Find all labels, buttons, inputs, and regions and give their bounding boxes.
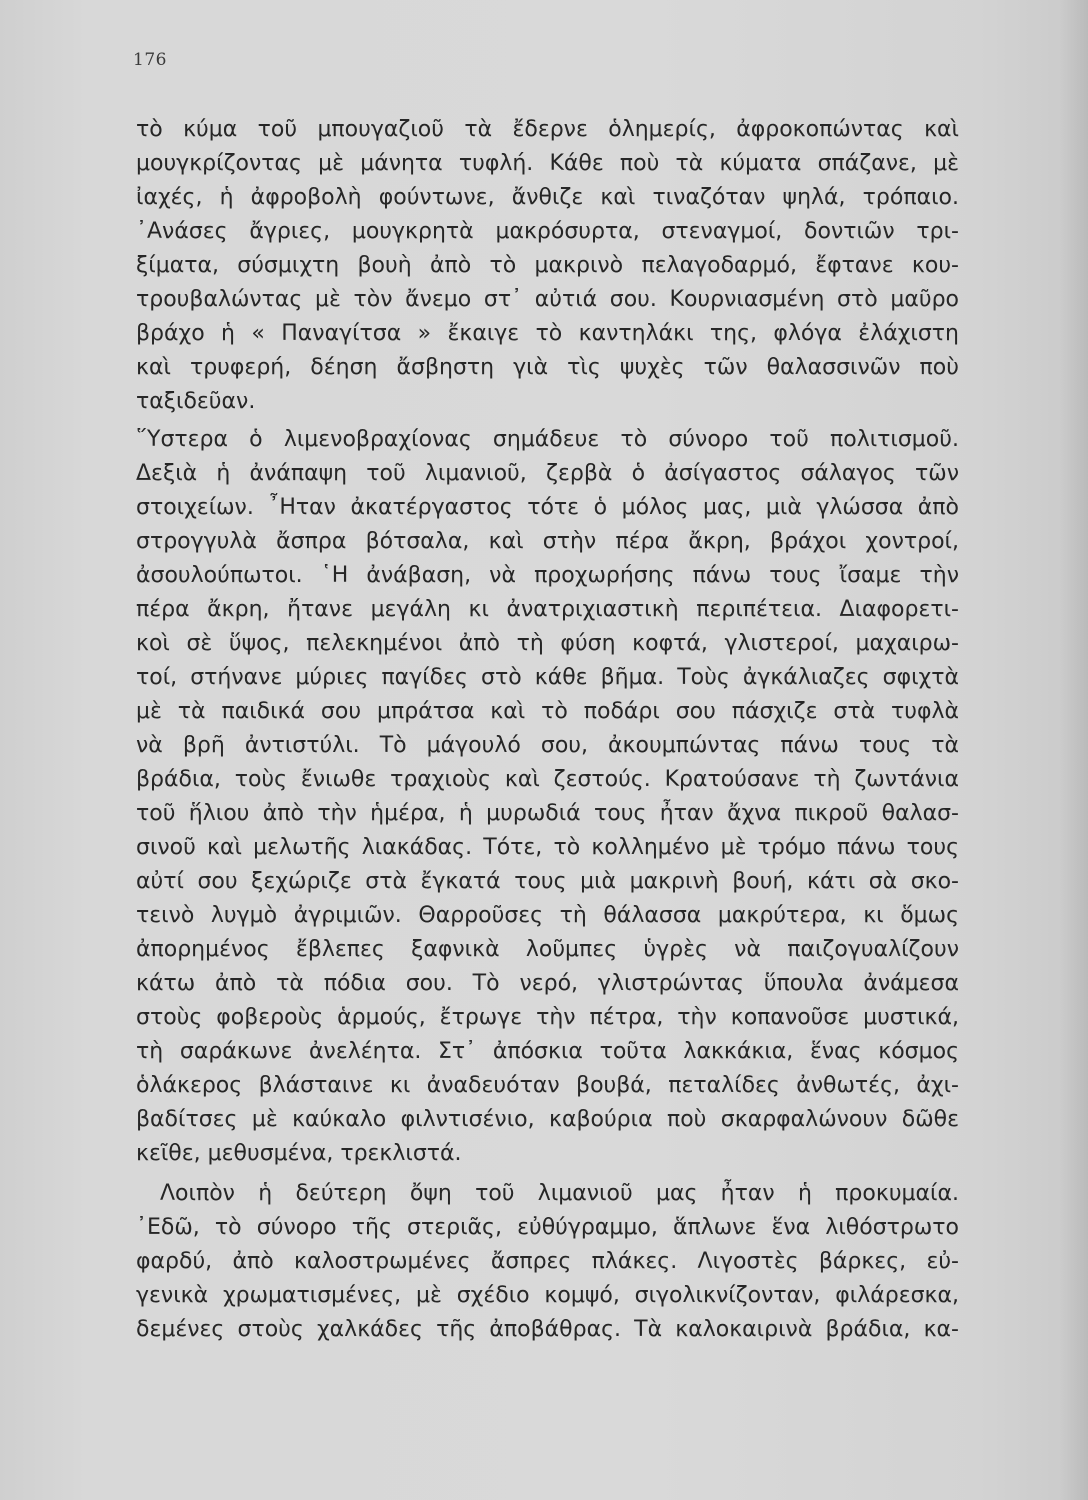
page-number: 176 xyxy=(133,50,167,70)
facing-page-edge xyxy=(1060,0,1088,1500)
text-line: καὶ τρυφερή, δέηση ἄσβηστη γιὰ τὶς ψυχὲς τῶν θαλασσινῶν ποὺ xyxy=(136,355,959,380)
text-line: Δεξιὰ ἡ ἀνάπαψη τοῦ λιμανιοῦ, ζερβὰ ὁ ἀσίγαστος σάλαγος τῶν xyxy=(136,461,959,486)
text-line: τεινὸ λυγμὸ ἀγριμιῶν. Θαρροῦσες τὴ θάλασσα μακρύτερα, κι ὅμως xyxy=(136,903,959,928)
text-line: μὲ τὰ παιδικά σου μπράτσα καὶ τὸ ποδάρι σου πάσχιζε στὰ τυφλὰ xyxy=(136,699,959,724)
text-line: τὴ σαράκωνε ἀνελέητα. Στ᾿ ἀπόσκια τοῦτα λακκάκια, ἕνας κόσμος xyxy=(136,1039,959,1064)
text-line: τὸ κύμα τοῦ μπουγαζιοῦ τὰ ἔδερνε ὁλημερίς, ἀφροκοπώντας καὶ xyxy=(136,117,959,142)
text-line: ὁλάκερος βλάσταινε κι ἀναδευόταν βουβά, πεταλίδες ἀνθωτές, ἀχι- xyxy=(136,1073,959,1098)
text-line: ξίματα, σύσμιχτη βουὴ ἀπὸ τὸ μακρινὸ πελαγοδαρμό, ἔφτανε κου- xyxy=(136,253,959,278)
text-line: δεμένες στοὺς χαλκάδες τῆς ἀποβάθρας. Τὰ καλοκαιρινὰ βράδια, κα- xyxy=(136,1317,959,1342)
text-line: στοιχείων. ῏Ηταν ἀκατέργαστος τότε ὁ μόλος μας, μιὰ γλώσσα ἀπὸ xyxy=(136,495,959,520)
text-line: ἰαχές, ἡ ἀφροβολὴ φούντωνε, ἄνθιζε καὶ τιναζόταν ψηλά, τρόπαιο. xyxy=(136,185,959,210)
text-line: βράχο ἡ « Παναγίτσα » ἔκαιγε τὸ καντηλάκι της, φλόγα ἐλάχιστη xyxy=(136,321,959,346)
text-line: ᾿Εδῶ, τὸ σύνορο τῆς στεριᾶς, εὐθύγραμμο, ἅπλωνε ἕνα λιθόστρωτο xyxy=(136,1215,959,1240)
text-line: φαρδύ, ἀπὸ καλοστρωμένες ἄσπρες πλάκες. Λιγοστὲς βάρκες, εὐ- xyxy=(136,1249,959,1274)
text-line: πέρα ἄκρη, ἤτανε μεγάλη κι ἀνατριχιαστικὴ περιπέτεια. Διαφορετι- xyxy=(136,597,959,622)
text-line: κάτω ἀπὸ τὰ πόδια σου. Τὸ νερό, γλιστρώντας ὕπουλα ἀνάμεσα xyxy=(136,971,959,996)
text-line: Λοιπὸν ἡ δεύτερη ὄψη τοῦ λιμανιοῦ μας ἦταν ἡ προκυμαία. xyxy=(160,1181,959,1206)
text-line: αὐτί σου ξεχώριζε στὰ ἔγκατά τους μιὰ μακρινὴ βουή, κάτι σὰ σκο- xyxy=(136,869,959,894)
text-line: ῞Υστερα ὁ λιμενοβραχίονας σημάδευε τὸ σύνορο τοῦ πολιτισμοῦ. xyxy=(136,427,959,452)
text-line: στοὺς φοβεροὺς ἁρμούς, ἔτρωγε τὴν πέτρα, τὴν κοπανοῦσε μυστικά, xyxy=(136,1005,959,1030)
text-line: ᾿Ανάσες ἄγριες, μουγκρητὰ μακρόσυρτα, στεναγμοί, δοντιῶν τρι- xyxy=(136,219,959,244)
text-line: γενικὰ χρωματισμένες, μὲ σχέδιο κομψό, σιγολικνίζονταν, φιλάρεσκα, xyxy=(136,1283,959,1308)
text-line: ἀπορημένος ἔβλεπες ξαφνικὰ λοῦμπες ὑγρὲς νὰ παιζογυαλίζουν xyxy=(136,937,959,962)
text-line: τρουβαλώντας μὲ τὸν ἄνεμο στ᾿ αὐτιά σου. Κουρνιασμένη στὸ μαῦρο xyxy=(136,287,959,312)
text-line: τοί, στήνανε μύριες παγίδες στὸ κάθε βῆμα. Τοὺς ἀγκάλιαζες σφιχτὰ xyxy=(136,665,959,690)
text-line: νὰ βρῆ ἀντιστύλι. Τὸ μάγουλό σου, ἀκουμπώντας πάνω τους τὰ xyxy=(136,733,959,758)
text-line: κεῖθε, μεθυσμένα, τρεκλιστά. xyxy=(136,1141,462,1166)
text-line: ταξιδεῦαν. xyxy=(136,389,256,414)
text-line: σινοῦ καὶ μελωτῆς λιακάδας. Τότε, τὸ κολλημένο μὲ τρόμο πάνω τους xyxy=(136,835,959,860)
text-line: μουγκρίζοντας μὲ μάνητα τυφλή. Κάθε ποὺ τὰ κύματα σπάζανε, μὲ xyxy=(136,151,959,176)
text-line: ἀσουλούπωτοι. ῾Η ἀνάβαση, νὰ προχωρήσης πάνω τους ἴσαμε τὴν xyxy=(136,563,959,588)
text-line: κοὶ σὲ ὕψος, πελεκημένοι ἀπὸ τὴ φύση κοφτά, γλιστεροί, μαχαιρω- xyxy=(136,631,959,656)
text-line: βαδίτσες μὲ καύκαλο φιλντισένιο, καβούρια ποὺ σκαρφαλώνουν δῶθε xyxy=(136,1107,959,1132)
text-line: στρογγυλὰ ἄσπρα βότσαλα, καὶ στὴν πέρα ἄκρη, βράχοι χοντροί, xyxy=(136,529,959,554)
text-line: βράδια, τοὺς ἔνιωθε τραχιοὺς καὶ ζεστούς. Κρατούσανε τὴ ζωντάνια xyxy=(136,767,959,792)
text-line: τοῦ ἥλιου ἀπὸ τὴν ἡμέρα, ἡ μυρωδιά τους ἦταν ἄχνα πικροῦ θαλασ- xyxy=(136,801,959,826)
